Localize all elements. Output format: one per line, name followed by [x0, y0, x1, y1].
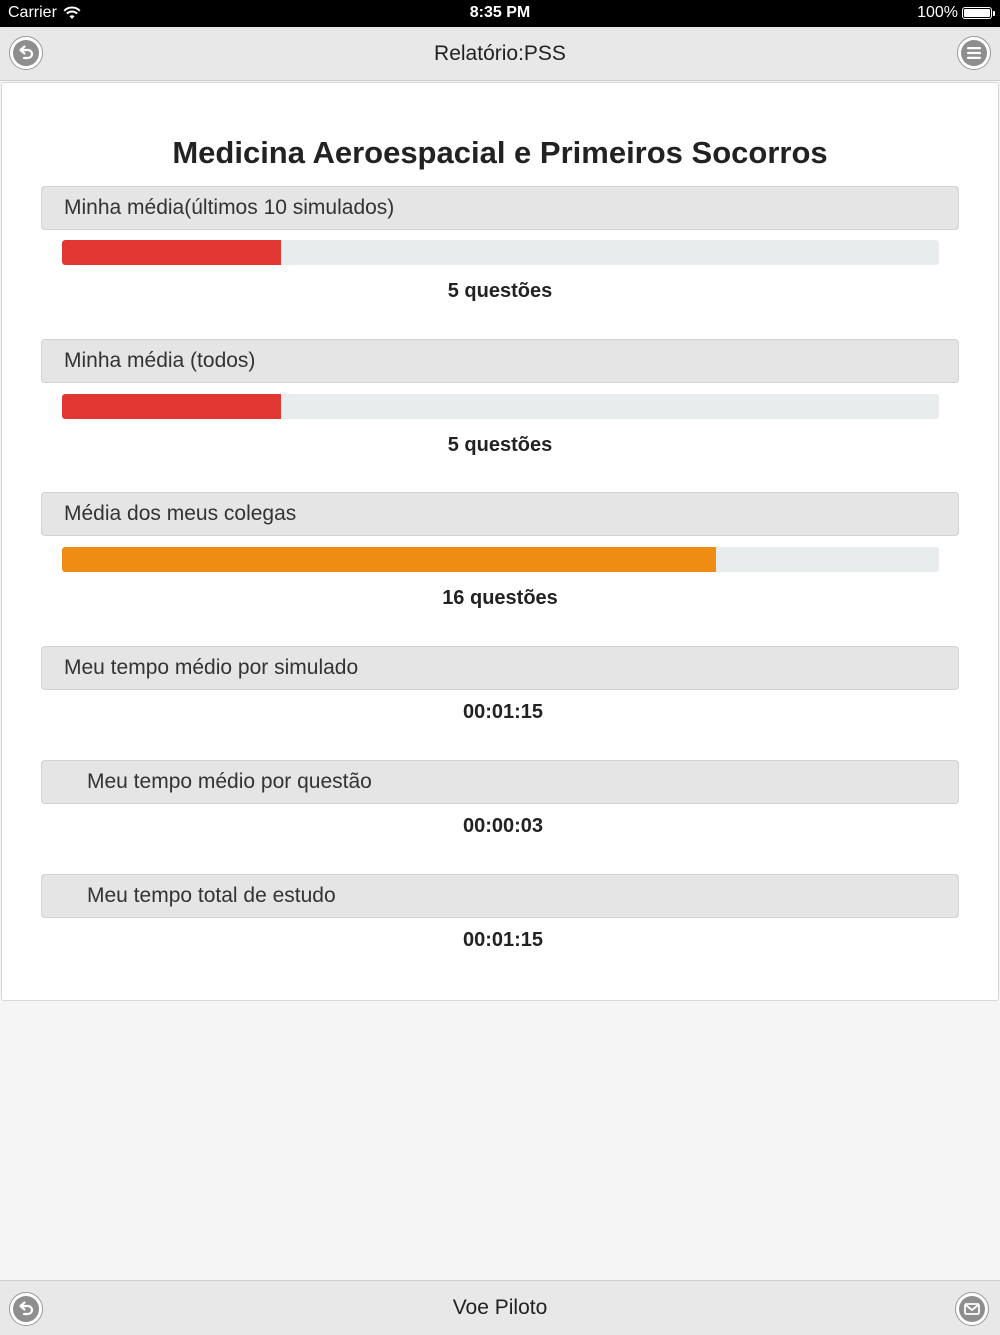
top-nav-bar [0, 27, 1000, 81]
page-header-title: Relatório:PSS [434, 41, 566, 65]
time-header-per-exam: Meu tempo médio por simulado [41, 646, 959, 690]
hamburger-menu-icon [966, 46, 982, 60]
stat-header-last10: Minha média(últimos 10 simulados) [41, 186, 959, 230]
progress-bar-last10 [62, 240, 939, 265]
progress-bar-colleagues [62, 547, 939, 572]
wifi-icon [63, 6, 81, 20]
carrier-label: Carrier [8, 4, 57, 21]
stat-header-colleagues: Média dos meus colegas [41, 492, 959, 536]
battery-info [917, 4, 992, 22]
stat-value-last10: 5 questões [447, 280, 553, 302]
progress-fill-colleagues [62, 547, 716, 572]
time-value-total: 00:01:15 [462, 929, 544, 951]
mail-icon [964, 1303, 980, 1315]
stat-value-all: 5 questões [447, 434, 553, 456]
battery-icon [962, 7, 992, 19]
back-button[interactable] [9, 36, 43, 70]
stat-value-colleagues: 16 questões [442, 587, 558, 609]
stat-header-all: Minha média (todos) [41, 339, 959, 383]
status-bar [0, 0, 1000, 27]
progress-fill-all [62, 394, 281, 419]
time-value-per-exam: 00:01:15 [462, 701, 544, 723]
back-arrow-icon [17, 1300, 35, 1318]
time-header-total: Meu tempo total de estudo [41, 874, 959, 918]
page-title: Medicina Aeroespacial e Primeiros Socorros [172, 135, 828, 170]
clock: 8:35 PM [469, 4, 531, 21]
menu-button[interactable] [957, 36, 991, 70]
time-value-per-question: 00:00:03 [462, 815, 544, 837]
mail-button[interactable] [955, 1292, 989, 1326]
bottom-nav-bar [0, 1280, 1000, 1335]
battery-percent: 100% [917, 4, 958, 21]
progress-bar-all [62, 394, 939, 419]
footer-title: Voe Piloto [452, 1296, 548, 1319]
footer-back-button[interactable] [9, 1292, 43, 1326]
progress-fill-last10 [62, 240, 281, 265]
carrier-info [8, 4, 81, 22]
report-card [1, 82, 999, 1001]
time-header-per-question: Meu tempo médio por questão [41, 760, 959, 804]
back-arrow-icon [17, 44, 35, 62]
